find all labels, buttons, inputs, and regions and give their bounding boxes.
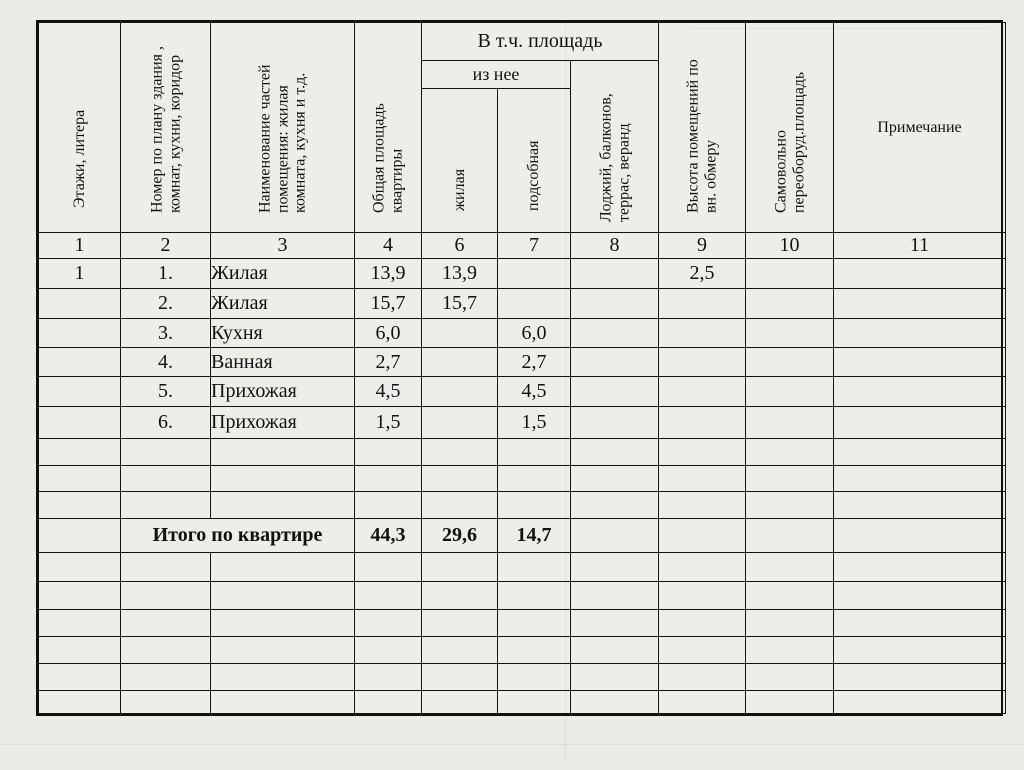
empty-cell — [39, 553, 121, 582]
empty-row — [39, 637, 1006, 664]
empty-cell — [355, 664, 422, 691]
empty-cell — [571, 519, 659, 553]
empty-cell — [121, 610, 211, 637]
empty-cell — [571, 691, 659, 714]
empty-cell — [121, 582, 211, 610]
cell-height — [659, 319, 746, 348]
empty-cell — [121, 439, 211, 466]
cell-aux-area: 2,7 — [498, 348, 571, 377]
empty-cell — [571, 637, 659, 664]
cell-room-name: Прихожая — [211, 407, 355, 439]
cell-aux-area — [498, 259, 571, 289]
empty-cell — [834, 691, 1006, 714]
empty-cell — [498, 691, 571, 714]
empty-cell — [211, 492, 355, 519]
col-number-11: 11 — [834, 233, 1006, 259]
header-including-area: В т.ч. площадь — [422, 23, 659, 61]
empty-cell — [834, 492, 1006, 519]
empty-cell — [834, 582, 1006, 610]
col-number-9: 9 — [659, 233, 746, 259]
cell-total-area: 4,5 — [355, 377, 422, 407]
cell-note — [834, 289, 1006, 319]
empty-cell — [355, 582, 422, 610]
cell-unauthorized — [746, 289, 834, 319]
empty-cell — [659, 664, 746, 691]
cell-aux-area: 1,5 — [498, 407, 571, 439]
empty-cell — [211, 637, 355, 664]
header-height — [659, 23, 746, 233]
empty-cell — [422, 466, 498, 492]
empty-cell — [659, 637, 746, 664]
cell-room-name: Жилая — [211, 259, 355, 289]
header-of-which: из нее — [422, 61, 571, 89]
cell-balcony-area — [571, 407, 659, 439]
empty-cell — [571, 439, 659, 466]
total-row — [39, 519, 1006, 553]
empty-cell — [498, 664, 571, 691]
cell-balcony-area — [571, 319, 659, 348]
cell-living-area: 15,7 — [422, 289, 498, 319]
empty-cell — [746, 492, 834, 519]
empty-row — [39, 492, 1006, 519]
empty-cell — [422, 492, 498, 519]
empty-cell — [834, 637, 1006, 664]
empty-cell — [355, 439, 422, 466]
header-room-parts-name — [211, 23, 355, 233]
empty-cell — [121, 492, 211, 519]
cell-note — [834, 319, 1006, 348]
col-number-1: 1 — [39, 233, 121, 259]
col-number-7: 7 — [498, 233, 571, 259]
empty-cell — [746, 610, 834, 637]
cell-balcony-area — [571, 377, 659, 407]
cell-living-area: 13,9 — [422, 259, 498, 289]
table-row — [39, 259, 1006, 289]
col-number-8: 8 — [571, 233, 659, 259]
cell-total-area: 1,5 — [355, 407, 422, 439]
empty-cell — [211, 553, 355, 582]
empty-cell — [659, 492, 746, 519]
empty-cell — [211, 582, 355, 610]
empty-row — [39, 582, 1006, 610]
cell-living-area — [422, 377, 498, 407]
empty-cell — [834, 439, 1006, 466]
empty-cell — [422, 582, 498, 610]
total-label: Итого по квартире — [121, 519, 355, 553]
col-number-4: 4 — [355, 233, 422, 259]
empty-cell — [571, 664, 659, 691]
cell-balcony-area — [571, 259, 659, 289]
empty-cell — [211, 691, 355, 714]
empty-row — [39, 553, 1006, 582]
empty-cell — [39, 610, 121, 637]
cell-height — [659, 407, 746, 439]
cell-total-area: 2,7 — [355, 348, 422, 377]
header-room-parts-name-text: Наименование частей помещения: жилая комната, кухня и т.д. — [256, 63, 309, 213]
empty-cell — [422, 637, 498, 664]
empty-cell — [659, 610, 746, 637]
empty-cell — [746, 519, 834, 553]
table-row — [39, 377, 1006, 407]
total-living-area: 29,6 — [422, 519, 498, 553]
cell-plan-number: 3. — [121, 319, 211, 348]
empty-cell — [39, 519, 121, 553]
empty-cell — [422, 553, 498, 582]
cell-room-name: Прихожая — [211, 377, 355, 407]
cell-plan-number: 2. — [121, 289, 211, 319]
empty-cell — [422, 439, 498, 466]
empty-cell — [422, 691, 498, 714]
cell-unauthorized — [746, 319, 834, 348]
cell-unauthorized — [746, 407, 834, 439]
col-number-3: 3 — [211, 233, 355, 259]
empty-cell — [571, 553, 659, 582]
empty-cell — [498, 610, 571, 637]
header-unauthorized-area-text: Самовольно переоборуд.площадь — [771, 71, 807, 213]
empty-cell — [355, 610, 422, 637]
header-balconies-text: Лоджий, балконов, террас, веранд — [596, 92, 632, 222]
empty-cell — [121, 553, 211, 582]
empty-cell — [659, 519, 746, 553]
empty-cell — [121, 691, 211, 714]
empty-cell — [498, 492, 571, 519]
empty-cell — [571, 492, 659, 519]
cell-plan-number: 5. — [121, 377, 211, 407]
empty-cell — [834, 610, 1006, 637]
empty-cell — [498, 439, 571, 466]
empty-cell — [39, 492, 121, 519]
cell-aux-area: 6,0 — [498, 319, 571, 348]
empty-cell — [498, 582, 571, 610]
cell-room-name: Кухня — [211, 319, 355, 348]
empty-row — [39, 439, 1006, 466]
empty-cell — [746, 691, 834, 714]
empty-cell — [571, 466, 659, 492]
cell-floor: 1 — [39, 259, 121, 289]
empty-cell — [571, 582, 659, 610]
cell-balcony-area — [571, 289, 659, 319]
cell-plan-number: 1. — [121, 259, 211, 289]
empty-cell — [834, 466, 1006, 492]
room-table — [38, 22, 1006, 714]
header-total-area — [355, 23, 422, 233]
empty-cell — [211, 664, 355, 691]
empty-cell — [498, 553, 571, 582]
empty-row — [39, 664, 1006, 691]
empty-cell — [659, 439, 746, 466]
col-number-10: 10 — [746, 233, 834, 259]
cell-height: 2,5 — [659, 259, 746, 289]
empty-cell — [498, 466, 571, 492]
cell-total-area: 15,7 — [355, 289, 422, 319]
header-plan-number-text: Номер по плану здания , комнат, кухни, коридор — [147, 45, 183, 213]
cell-unauthorized — [746, 259, 834, 289]
empty-cell — [39, 691, 121, 714]
empty-cell — [121, 466, 211, 492]
empty-cell — [659, 466, 746, 492]
total-aux-area: 14,7 — [498, 519, 571, 553]
cell-unauthorized — [746, 377, 834, 407]
empty-cell — [211, 466, 355, 492]
cell-living-area — [422, 407, 498, 439]
empty-cell — [746, 664, 834, 691]
empty-cell — [355, 637, 422, 664]
cell-plan-number: 4. — [121, 348, 211, 377]
cell-unauthorized — [746, 348, 834, 377]
empty-cell — [39, 582, 121, 610]
table-row — [39, 289, 1006, 319]
table-row — [39, 319, 1006, 348]
empty-cell — [834, 664, 1006, 691]
empty-cell — [659, 582, 746, 610]
header-unauthorized-area — [746, 23, 834, 233]
header-height-text: Высота помещений по вн. обмеру — [684, 58, 719, 213]
cell-aux-area — [498, 289, 571, 319]
header-auxiliary — [498, 89, 571, 233]
total-total-area: 44,3 — [355, 519, 422, 553]
cell-height — [659, 377, 746, 407]
header-living — [422, 89, 498, 233]
empty-cell — [39, 466, 121, 492]
empty-cell — [746, 466, 834, 492]
header-total-area-text: Общая площадь квартиры — [370, 102, 405, 213]
cell-room-name: Жилая — [211, 289, 355, 319]
cell-floor — [39, 289, 121, 319]
empty-cell — [746, 439, 834, 466]
empty-cell — [834, 519, 1006, 553]
cell-plan-number: 6. — [121, 407, 211, 439]
cell-floor — [39, 377, 121, 407]
header-balconies — [571, 61, 659, 233]
empty-cell — [39, 664, 121, 691]
empty-cell — [571, 610, 659, 637]
cell-note — [834, 377, 1006, 407]
empty-cell — [422, 664, 498, 691]
empty-cell — [746, 553, 834, 582]
cell-floor — [39, 319, 121, 348]
empty-row — [39, 466, 1006, 492]
empty-cell — [746, 637, 834, 664]
room-table-sheet — [36, 20, 1003, 716]
cell-living-area — [422, 348, 498, 377]
empty-cell — [211, 610, 355, 637]
cell-note — [834, 407, 1006, 439]
table-row — [39, 348, 1006, 377]
header-floors-letter-text: Этажи, литера — [70, 109, 88, 208]
header-plan-number — [121, 23, 211, 233]
cell-height — [659, 348, 746, 377]
cell-floor — [39, 407, 121, 439]
cell-note — [834, 259, 1006, 289]
cell-note — [834, 348, 1006, 377]
cell-height — [659, 289, 746, 319]
empty-cell — [746, 582, 834, 610]
empty-cell — [834, 553, 1006, 582]
empty-cell — [39, 637, 121, 664]
empty-cell — [121, 664, 211, 691]
cell-total-area: 6,0 — [355, 319, 422, 348]
empty-cell — [121, 637, 211, 664]
cell-balcony-area — [571, 348, 659, 377]
table-row — [39, 407, 1006, 439]
col-number-6: 6 — [422, 233, 498, 259]
empty-row — [39, 610, 1006, 637]
empty-cell — [355, 691, 422, 714]
cell-room-name: Ванная — [211, 348, 355, 377]
empty-cell — [422, 610, 498, 637]
header-note: Примечание — [834, 23, 1006, 233]
empty-cell — [355, 492, 422, 519]
empty-row — [39, 691, 1006, 714]
empty-cell — [355, 466, 422, 492]
empty-cell — [659, 691, 746, 714]
empty-cell — [39, 439, 121, 466]
empty-cell — [211, 439, 355, 466]
cell-total-area: 13,9 — [355, 259, 422, 289]
empty-cell — [355, 553, 422, 582]
bg-bleed-line — [0, 744, 1024, 745]
empty-cell — [659, 553, 746, 582]
empty-cell — [498, 637, 571, 664]
cell-living-area — [422, 319, 498, 348]
header-living-text: жилая — [450, 168, 468, 211]
header-auxiliary-text: подсобная — [525, 139, 543, 211]
header-floors-letter — [39, 23, 121, 233]
cell-floor — [39, 348, 121, 377]
col-number-2: 2 — [121, 233, 211, 259]
cell-aux-area: 4,5 — [498, 377, 571, 407]
